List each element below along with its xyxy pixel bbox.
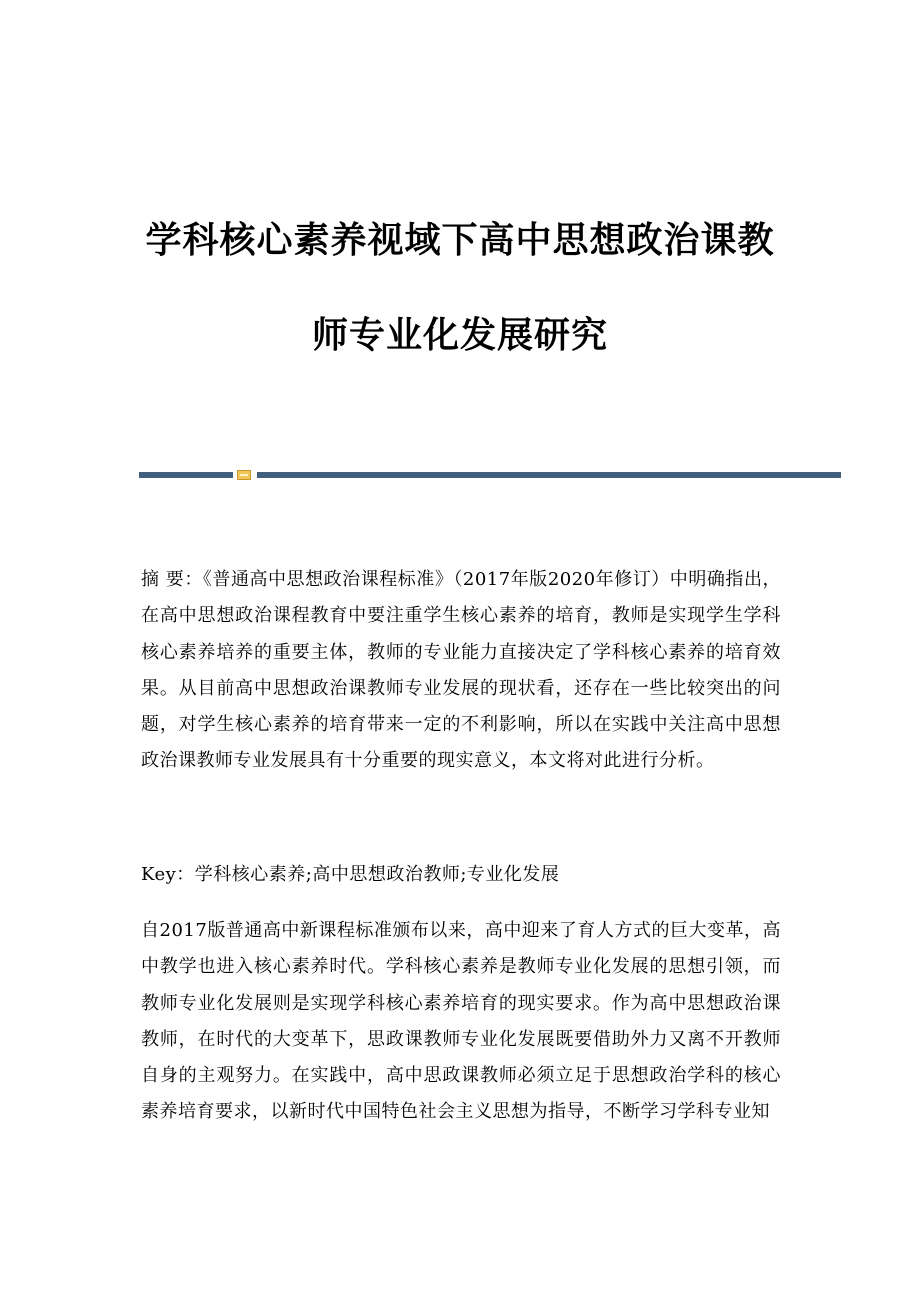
divider-bar-right: [257, 472, 841, 478]
divider-bar-left: [139, 472, 233, 478]
body-paragraph: 自2017版普通高中新课程标准颁布以来，高中迎来了育人方式的巨大变革，高中教学也进入核心素养时代。学科核心素养是教师专业化发展的思想引领，而教师专业化发展则是实现学科核心素养培育的现实要求。作为高中思想政治课教师，在时代的大变革下，思政课教师专业化发展既要借助外力又离不开教师自身的主观努力。在实践中，高中思政课教师必须立足于思想政治学科的核心素养培育要求，以新时代中国特色社会主义思想为指导，不断学习学科专业知: [141, 920, 781, 1123]
envelope-icon: [237, 470, 251, 480]
title-divider: [139, 470, 841, 480]
document-title-line-1: 学科核心素养视域下高中思想政治课教: [145, 220, 775, 261]
document-title-line-2: 师专业化发展研究: [311, 315, 608, 356]
keywords-line: Key：学科核心素养;高中思想政治教师;专业化发展: [141, 864, 560, 885]
abstract-paragraph: 摘 要：《普通高中思想政治课程标准》（2017年版2020年修订）中明确指出，在高中思想政治课程教育中要注重学生核心素养的培育，教师是实现学生学科核心素养培养的重要主体，教师的专业能力直接决定了学科核心素养的培育效果。从目前高中思想政治课教师专业发展的现状看，还存在一些比较突出的问题，对学生核心素养的培育带来一定的不利影响，所以在实践中关注高中思想政治课教师专业发展具有十分重要的现实意义，本文将对此进行分析。: [141, 569, 781, 772]
